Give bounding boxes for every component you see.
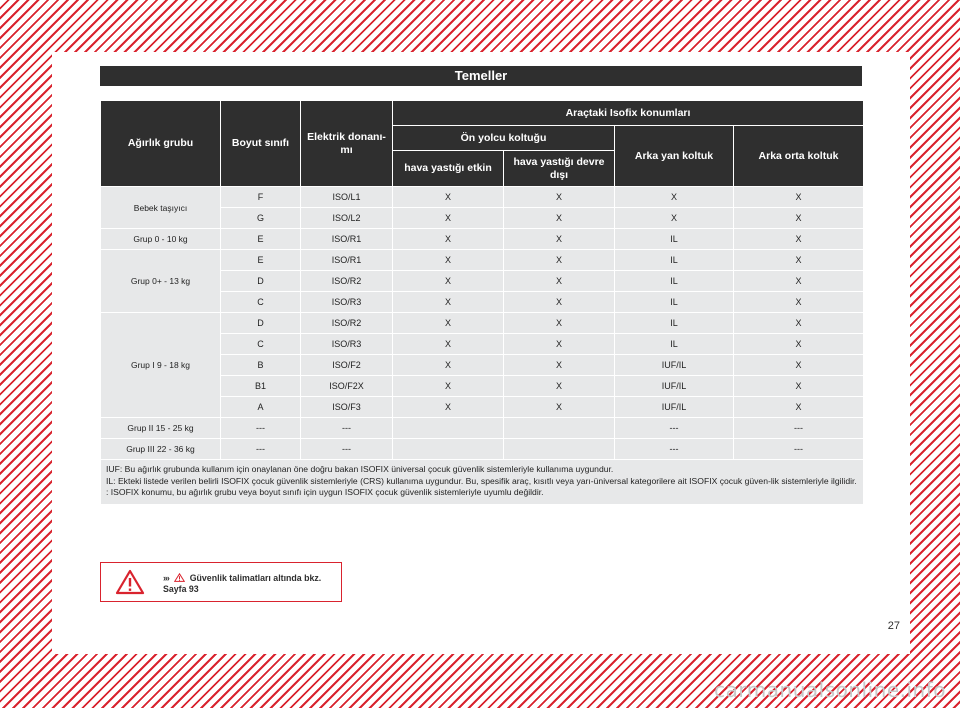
table-cell: --- bbox=[615, 418, 734, 439]
table-cell: X bbox=[393, 376, 504, 397]
table-cell: ISO/R3 bbox=[301, 334, 393, 355]
table-cell: X bbox=[734, 376, 864, 397]
table-cell: IUF/IL bbox=[615, 355, 734, 376]
header-airbag-inactive: hava yastığı devre dışı bbox=[504, 151, 615, 187]
table-cell: X bbox=[393, 397, 504, 418]
table-cell: B bbox=[221, 355, 301, 376]
table-cell: IL bbox=[615, 313, 734, 334]
header-rear-side: Arka yan koltuk bbox=[615, 126, 734, 187]
header-weight-group: Ağırlık grubu bbox=[101, 101, 221, 187]
table-cell: E bbox=[221, 229, 301, 250]
table-row bbox=[101, 250, 864, 271]
table-cell: X bbox=[504, 271, 615, 292]
header-rear-center: Arka orta koltuk bbox=[734, 126, 864, 187]
watermark: carmanualsonline.info bbox=[714, 678, 946, 702]
table-cell: C bbox=[221, 292, 301, 313]
table-cell: X bbox=[393, 208, 504, 229]
table-cell: X bbox=[504, 334, 615, 355]
warning-line-1-text: Güvenlik talimatları altında bkz. bbox=[189, 573, 322, 583]
table-cell: X bbox=[393, 334, 504, 355]
table-cell: ISO/F2 bbox=[301, 355, 393, 376]
header-front-passenger: Ön yolcu koltuğu bbox=[393, 126, 615, 151]
table-cell: ISO/R3 bbox=[301, 292, 393, 313]
table-cell: X bbox=[734, 229, 864, 250]
table-cell: --- bbox=[615, 439, 734, 460]
isofix-table bbox=[100, 100, 864, 505]
table-cell: G bbox=[221, 208, 301, 229]
table-cell: --- bbox=[734, 418, 864, 439]
header-size-class: Boyut sınıfı bbox=[221, 101, 301, 187]
table-cell: X bbox=[504, 250, 615, 271]
table-cell: ISO/R2 bbox=[301, 313, 393, 334]
table-row bbox=[101, 418, 864, 439]
table-cell: IUF/IL bbox=[615, 376, 734, 397]
table-cell: X bbox=[504, 229, 615, 250]
table-cell: F bbox=[221, 187, 301, 208]
table-cell: X bbox=[615, 187, 734, 208]
table-cell: IL bbox=[615, 250, 734, 271]
table-cell: ISO/R2 bbox=[301, 271, 393, 292]
table-cell: D bbox=[221, 271, 301, 292]
table-cell: X bbox=[393, 292, 504, 313]
table-cell: IL bbox=[615, 271, 734, 292]
note-iuf: IUF: Bu ağırlık grubunda kullanım için onaylanan öne doğru bakan ISOFIX üniversal çocuk güvenlik sistemleriyle kullanıma uygundur. bbox=[106, 464, 614, 474]
table-cell: ISO/F2X bbox=[301, 376, 393, 397]
table-cell: X bbox=[504, 355, 615, 376]
manual-page bbox=[52, 52, 910, 654]
weight-group-cell: Bebek taşıyıcı bbox=[101, 187, 221, 229]
table-cell: --- bbox=[221, 418, 301, 439]
header-isofix-positions: Araçtaki Isofix konumları bbox=[393, 101, 864, 126]
table-cell: X bbox=[734, 334, 864, 355]
table-cell: IL bbox=[615, 292, 734, 313]
table-cell: X bbox=[504, 397, 615, 418]
table-cell: A bbox=[221, 397, 301, 418]
weight-group-cell: Grup II 15 - 25 kg bbox=[101, 418, 221, 439]
table-cell: X bbox=[393, 313, 504, 334]
table-cell: IL bbox=[615, 334, 734, 355]
note-incompatible: : ISOFIX konumu, bu ağırlık grubu veya boyut sınıfı için uygun ISOFIX çocuk güvenlik sistemleriyle uyumlu değildir. bbox=[106, 487, 544, 497]
table-cell: ISO/R1 bbox=[301, 250, 393, 271]
table-cell: ISO/F3 bbox=[301, 397, 393, 418]
table-cell: ISO/R1 bbox=[301, 229, 393, 250]
table-cell: X bbox=[393, 250, 504, 271]
table-cell: E bbox=[221, 250, 301, 271]
table-row bbox=[101, 229, 864, 250]
note-il: IL: Ekteki listede verilen belirli ISOFIX çocuk güvenlik sistemleriyle (CRS) kullanıma uygundur. Bu, spesifik araç, kısıtlı veya yarı-üniversal kategorilere ait ISOFIX çocuk güven-lik sistemleriyle ilgilidir. bbox=[106, 475, 857, 486]
table-row bbox=[101, 439, 864, 460]
warning-text bbox=[163, 573, 321, 595]
table-body bbox=[101, 187, 864, 460]
header-electrical: Elektrik donanı-mı bbox=[301, 101, 393, 187]
table-cell: X bbox=[734, 355, 864, 376]
table-cell bbox=[393, 418, 504, 439]
table-cell bbox=[504, 418, 615, 439]
weight-group-cell: Grup 0+ - 13 kg bbox=[101, 250, 221, 313]
table-cell bbox=[393, 439, 504, 460]
warning-line-1[interactable] bbox=[163, 573, 321, 584]
header-airbag-active: hava yastığı etkin bbox=[393, 151, 504, 187]
table-cell: X bbox=[734, 292, 864, 313]
page-number: 27 bbox=[887, 620, 900, 632]
table-cell: C bbox=[221, 334, 301, 355]
table-cell: X bbox=[393, 229, 504, 250]
table-cell: X bbox=[734, 250, 864, 271]
warning-box bbox=[100, 562, 342, 602]
table-cell: X bbox=[504, 313, 615, 334]
table-cell: B1 bbox=[221, 376, 301, 397]
table-cell: IUF/IL bbox=[615, 397, 734, 418]
table-cell: ISO/L1 bbox=[301, 187, 393, 208]
table-cell: X bbox=[393, 355, 504, 376]
weight-group-cell: Grup III 22 - 36 kg bbox=[101, 439, 221, 460]
table-cell: X bbox=[504, 292, 615, 313]
table-cell: --- bbox=[301, 439, 393, 460]
warning-page-link[interactable]: Sayfa 93 bbox=[163, 584, 199, 594]
warning-triangle-icon bbox=[115, 569, 145, 595]
section-header: Temeller bbox=[100, 66, 862, 86]
table-cell: X bbox=[734, 208, 864, 229]
table-cell: --- bbox=[301, 418, 393, 439]
table-cell: --- bbox=[734, 439, 864, 460]
table-cell: D bbox=[221, 313, 301, 334]
table-cell: X bbox=[504, 376, 615, 397]
table-cell: IL bbox=[615, 229, 734, 250]
table-cell: X bbox=[504, 208, 615, 229]
table-row bbox=[101, 187, 864, 208]
weight-group-cell: Grup 0 - 10 kg bbox=[101, 229, 221, 250]
table-row bbox=[101, 313, 864, 334]
small-warning-icon bbox=[174, 573, 185, 582]
table-cell: --- bbox=[221, 439, 301, 460]
table-cell: ISO/L2 bbox=[301, 208, 393, 229]
weight-group-cell: Grup I 9 - 18 kg bbox=[101, 313, 221, 418]
table-cell: X bbox=[393, 187, 504, 208]
table-cell: X bbox=[734, 271, 864, 292]
table-cell: X bbox=[615, 208, 734, 229]
table-cell: X bbox=[504, 187, 615, 208]
table-cell: X bbox=[734, 313, 864, 334]
table-cell: X bbox=[393, 271, 504, 292]
table-cell: X bbox=[734, 397, 864, 418]
table-cell bbox=[504, 439, 615, 460]
table-cell: X bbox=[734, 187, 864, 208]
table-notes bbox=[101, 460, 864, 505]
reference-arrows: ››› bbox=[163, 573, 169, 583]
